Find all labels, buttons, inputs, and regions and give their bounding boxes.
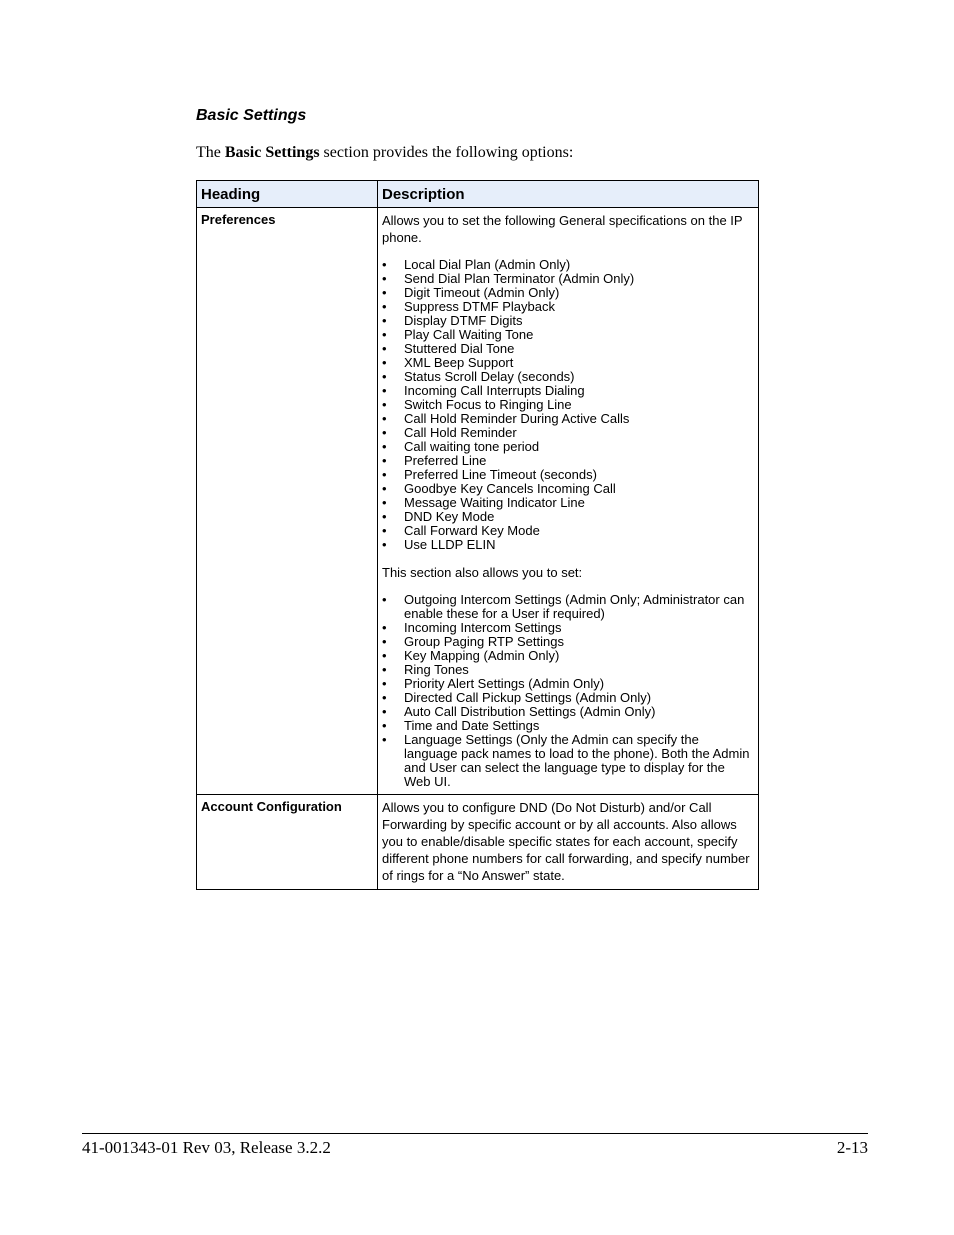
column-header-description: Description [378, 181, 759, 208]
list-item: • Goodbye Key Cancels Incoming Call [382, 482, 754, 496]
list-item: • Outgoing Intercom Settings (Admin Only; Administrator can enable these for a User if required) [382, 593, 754, 621]
list-item: • Use LLDP ELIN [382, 538, 754, 552]
list-item: • Incoming Call Interrupts Dialing [382, 384, 754, 398]
row-heading-account-configuration: Account Configuration [197, 795, 378, 890]
table-header-row [197, 181, 759, 208]
preferences-intro: Allows you to set the following General specifications on the IP phone. [382, 213, 743, 245]
list-item: • Preferred Line Timeout (seconds) [382, 468, 754, 482]
row-description-preferences [378, 208, 759, 795]
preferences-also-text: This section also allows you to set: [382, 565, 583, 580]
list-item: • Auto Call Distribution Settings (Admin Only) [382, 705, 754, 719]
list-item: • Suppress DTMF Playback [382, 300, 754, 314]
list-item: • Ring Tones [382, 663, 754, 677]
table-row [197, 795, 759, 890]
list-item: • Call Hold Reminder During Active Calls [382, 412, 754, 426]
list-item: • Local Dial Plan (Admin Only) [382, 258, 754, 272]
row-description-account-configuration [378, 795, 759, 890]
list-item: • Key Mapping (Admin Only) [382, 649, 754, 663]
list-item: • Send Dial Plan Terminator (Admin Only) [382, 272, 754, 286]
preferences-list [382, 258, 754, 552]
footer-divider [82, 1133, 868, 1134]
footer-page-number: 2-13 [836, 1138, 868, 1157]
list-item: • Play Call Waiting Tone [382, 328, 754, 342]
list-item: • Call Forward Key Mode [382, 524, 754, 538]
preferences-also-list [382, 593, 754, 789]
footer-doc-id: 41-001343-01 Rev 03, Release 3.2.2 [82, 1138, 331, 1157]
section-intro [196, 144, 573, 162]
list-item: • Call Hold Reminder [382, 426, 754, 440]
list-item: • Digit Timeout (Admin Only) [382, 286, 754, 300]
list-item: • Message Waiting Indicator Line [382, 496, 754, 510]
list-item: • DND Key Mode [382, 510, 754, 524]
list-item: • Stuttered Dial Tone [382, 342, 754, 356]
column-header-heading: Heading [197, 181, 378, 208]
intro-suffix: section provides the following options: [319, 144, 574, 161]
list-item: • Call waiting tone period [382, 440, 754, 454]
list-item: • Directed Call Pickup Settings (Admin Only) [382, 691, 754, 705]
intro-bold-term: Basic Settings [224, 144, 320, 161]
list-item: • Time and Date Settings [382, 719, 754, 733]
table-row [197, 208, 759, 795]
settings-table [196, 180, 759, 890]
list-item: • Priority Alert Settings (Admin Only) [382, 677, 754, 691]
list-item: • Preferred Line [382, 454, 754, 468]
list-item: • XML Beep Support [382, 356, 754, 370]
list-item: • Status Scroll Delay (seconds) [382, 370, 754, 384]
intro-prefix: The [196, 144, 225, 161]
list-item: • Incoming Intercom Settings [382, 621, 754, 635]
list-item: • Language Settings (Only the Admin can specify the language pack names to load to the phone). Both the Admin and User can select the language type to display for the Web UI. [382, 733, 754, 789]
row-heading-preferences: Preferences [197, 208, 378, 795]
list-item: • Switch Focus to Ringing Line [382, 398, 754, 412]
list-item: • Display DTMF Digits [382, 314, 754, 328]
account-description: Allows you to configure DND (Do Not Disturb) and/or Call Forwarding by specific account or by all accounts. Also allows you to enable/disable specific states for each account, specify different phone numbers for call forwarding, and specify number of rings for a “No Answer” state. [382, 800, 750, 883]
section-title: Basic Settings [196, 107, 307, 124]
list-item: • Group Paging RTP Settings [382, 635, 754, 649]
